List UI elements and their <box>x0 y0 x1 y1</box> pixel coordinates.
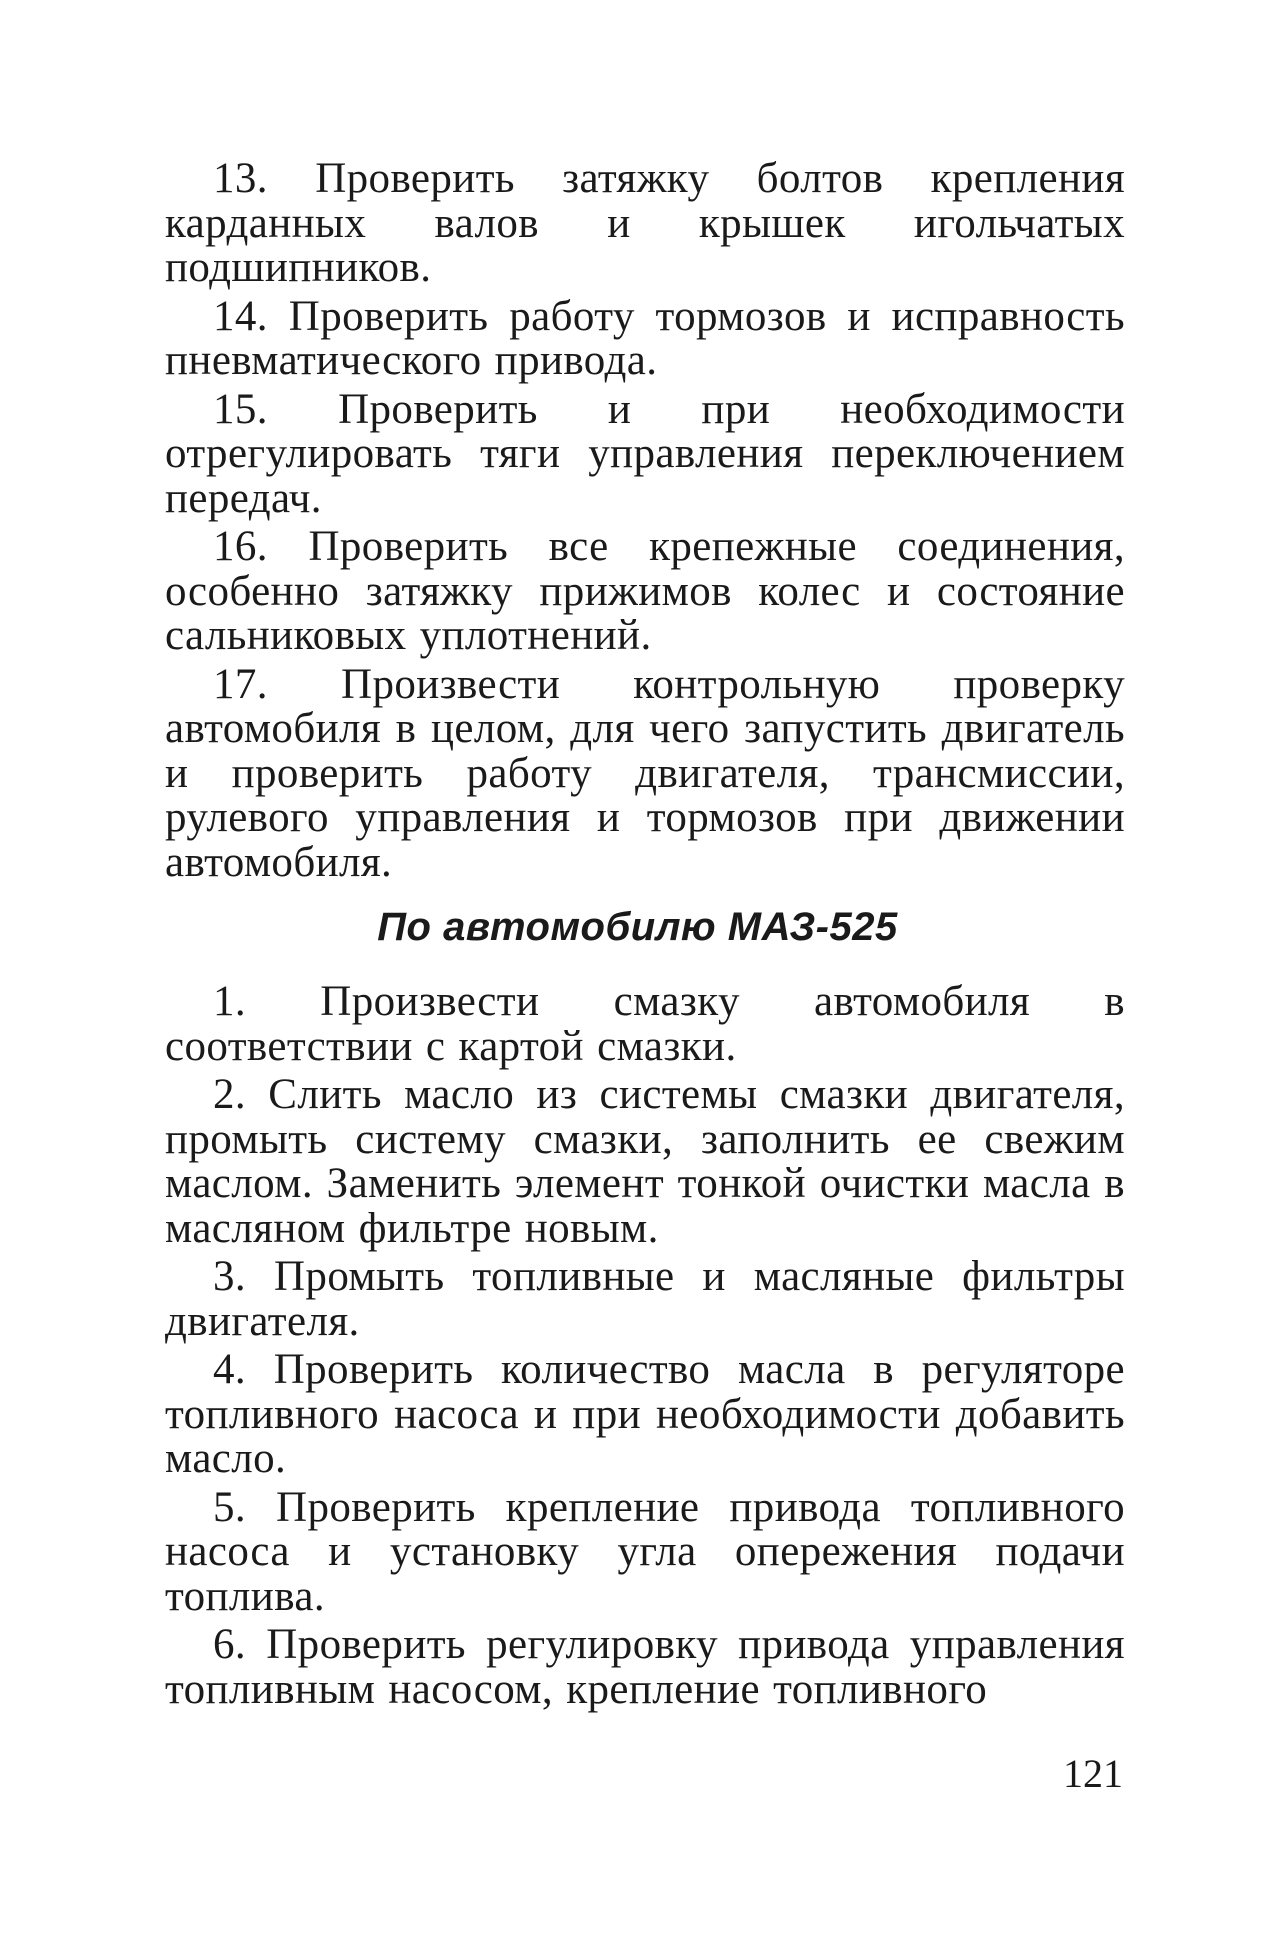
section-heading: По автомобилю МАЗ-525 <box>377 905 898 949</box>
list-item: 4. Проверить количество масла в регуляторе топливного насоса и при необходимости добавить масло. <box>165 1346 1125 1482</box>
list-item: 5. Проверить крепление привода топливного насоса и установку угла опережения подачи топлива. <box>165 1483 1125 1620</box>
list-item: 14. Проверить работу тормозов и исправность пневматического привода. <box>165 292 1125 384</box>
list-item: 17. Произвести контрольную проверку автомобиля в целом, для чего запустить двигатель и проверить работу двигателя, трансмиссии, рулевого управления и тормозов при движении автомобиля. <box>165 660 1125 886</box>
list-item: 15. Проверить и при необходимости отрегулировать тяги управления переключением передач. <box>165 385 1125 522</box>
list-item: 6. Проверить регулировку привода управления топливным насосом, крепление топливного <box>165 1621 1125 1713</box>
list-item: 2. Слить масло из системы смазки двигателя, промыть систему смазки, заполнить ее свежим маслом. Заменить элемент тонкой очистки масла в масляном фильтре новым. <box>165 1071 1125 1252</box>
maz-525-maintenance-list <box>165 980 1125 1716</box>
list-item: 1. Произвести смазку автомобиля в соответствии с картой смазки. <box>165 978 1125 1070</box>
list-item: 16. Проверить все крепежные соединения, особенно затяжку прижимов колес и состояние сальниковых уплотнений. <box>165 523 1125 659</box>
page-number: 121 <box>1063 1751 1123 1796</box>
list-item: 3. Промыть топливные и масляные фильтры двигателя. <box>165 1253 1125 1345</box>
maintenance-list-continued <box>165 157 1125 889</box>
list-item: 13. Проверить затяжку болтов крепления карданных валов и крышек игольчатых подшипников. <box>165 155 1125 291</box>
